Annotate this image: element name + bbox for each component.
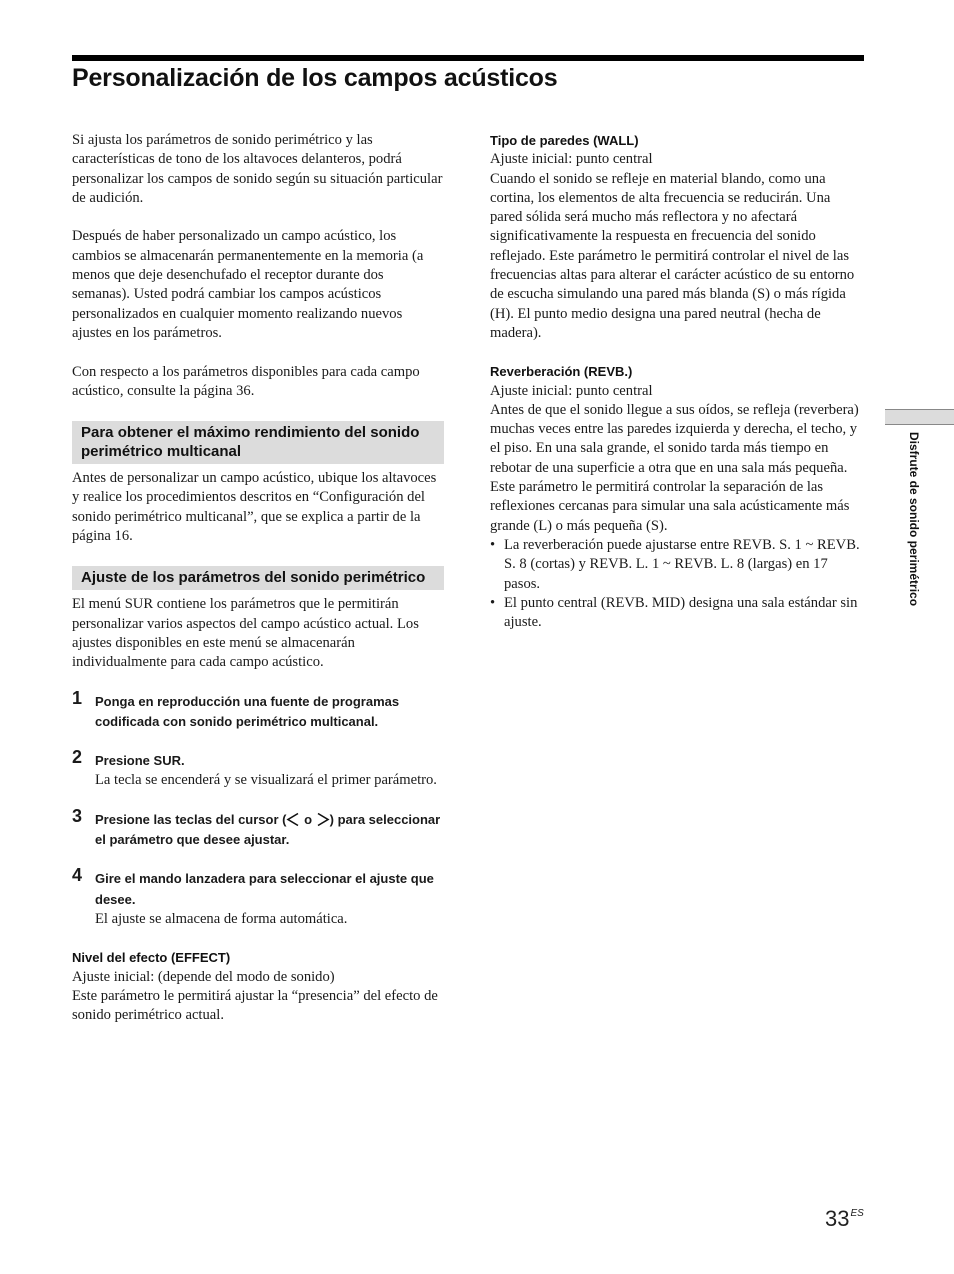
- cursor-right-icon: [316, 812, 330, 827]
- step-2: [72, 747, 444, 771]
- intro-paragraph: Después de haber personalizado un campo acústico, los cambios se almacenarán permanentemente en la memoria (a menos que deje desenchufado el receptor durante dos semanas). Usted podrá cambiar los campos acústicos personalizados en cualquier momento realizando nuevos ajustes en los parámetros.: [72, 228, 424, 341]
- step-3: [72, 805, 444, 851]
- step-4: [72, 865, 444, 910]
- effect-heading: Nivel del efecto (EFFECT): [72, 950, 231, 966]
- left-column: [72, 131, 444, 1025]
- list-item: • El punto central (REVB. MID) designa una sala estándar sin ajuste.: [490, 594, 858, 631]
- section-heading-parameters: Ajuste de los parámetros del sonido perimétrico: [72, 566, 444, 590]
- title-rule: [72, 55, 864, 61]
- step-1: [72, 687, 444, 733]
- step-detail: La tecla se encenderá y se visualizará el primer parámetro.: [95, 772, 437, 789]
- revb-body: Antes de que el sonido llegue a sus oídos, se refleja (reverbera) muchas veces entre las paredes izquierda y derecha, el techo, y el piso. En una sala grande, el sonido tarda más tiempo en rebotar de una superficie a otra que en una sala más pequeña. Este parámetro le permitirá controlar la separación de las reflexiones cercanas para simular una sala acústicamente más grande (L) o más pequeña (S).: [490, 401, 859, 534]
- intro-paragraph: Si ajusta los parámetros de sonido perimétrico y las características de tono de los altavoces delanteros, podrá personalizar los campos de sonido según su situación particular de audición.: [72, 132, 443, 206]
- step-instruction-part: ) para seleccionar el parámetro que desee ajustar.: [95, 811, 441, 848]
- wall-initial: Ajuste inicial: punto central: [490, 151, 653, 168]
- chapter-side-label: Disfrute de sonido perimétrico: [907, 432, 921, 607]
- step-instruction: Presione SUR.: [95, 753, 185, 769]
- step-number: 2: [72, 747, 83, 768]
- step-instruction: Gire el mando lanzadera para seleccionar el ajuste que desee.: [95, 871, 434, 907]
- page-title: Personalización de los campos acústicos: [72, 64, 558, 92]
- chapter-tab: [885, 409, 954, 425]
- list-item: • La reverberación puede ajustarse entre REVB. S. 1 ~ REVB. S. 8 (cortas) y REVB. L. 1 ~ REVB. L. 8 (largas) en 17 pasos.: [490, 536, 860, 592]
- intro-paragraph: Con respecto a los parámetros disponibles para cada campo acústico, consulte la página 36.: [72, 363, 420, 399]
- step-instruction-part: o: [300, 811, 316, 827]
- revb-heading: Reverberación (REVB.): [490, 364, 633, 380]
- right-column: [490, 131, 866, 632]
- step-number: 1: [72, 687, 83, 708]
- effect-initial: Ajuste inicial: (depende del modo de sonido): [72, 968, 335, 985]
- section-body-parameters: El menú SUR contiene los parámetros que le permitirán personalizar varios aspectos del campo acústico actual. Los ajustes disponibles en este menú se almacenarán individualmente para cada campo acústico.: [72, 596, 419, 671]
- language-suffix: ES: [850, 1208, 864, 1219]
- cursor-left-icon: [286, 812, 300, 827]
- step-instruction: Ponga en reproducción una fuente de programas codificada con sonido perimétrico multicanal.: [95, 693, 400, 729]
- bullet-icon: •: [490, 594, 496, 611]
- section-heading-multichannel: Para obtener el máximo rendimiento del sonido perimétrico multicanal: [72, 421, 444, 464]
- step-number: 4: [72, 865, 83, 886]
- wall-body: Cuando el sonido se refleje en material blando, como una cortina, los elementos de alta frecuencia se reducirán. Una pared sólida será mucho más reflectora y no afectará significativamente la respuesta en frecuencia del sonido reflejado. Este parámetro le permitirá controlar el nivel de las frecuencias altas para alterar el carácter acústico de su entorno de escucha simulando una pared más blanda (S) o más rígida (H). El punto medio designa una pared neutral (hecha de madera).: [490, 170, 855, 341]
- bullet-icon: •: [490, 536, 496, 553]
- step-detail: El ajuste se almacena de forma automática.: [95, 910, 348, 927]
- wall-heading: Tipo de paredes (WALL): [490, 133, 639, 148]
- step-number: 3: [72, 805, 83, 826]
- effect-body: Este parámetro le permitirá ajustar la “presencia” del efecto de sonido perimétrico actual.: [72, 987, 438, 1024]
- section-body-multichannel: Antes de personalizar un campo acústico, ubique los altavoces y realice los procedimientos descritos en “Configuración del sonido perimétrico multicanal”, que se explica a partir de la página 16.: [72, 470, 437, 545]
- step-instruction-part: Presione las teclas del cursor (: [95, 811, 287, 827]
- revb-initial: Ajuste inicial: punto central: [490, 382, 653, 399]
- page-number: $33^{ES}$: [825, 1206, 864, 1231]
